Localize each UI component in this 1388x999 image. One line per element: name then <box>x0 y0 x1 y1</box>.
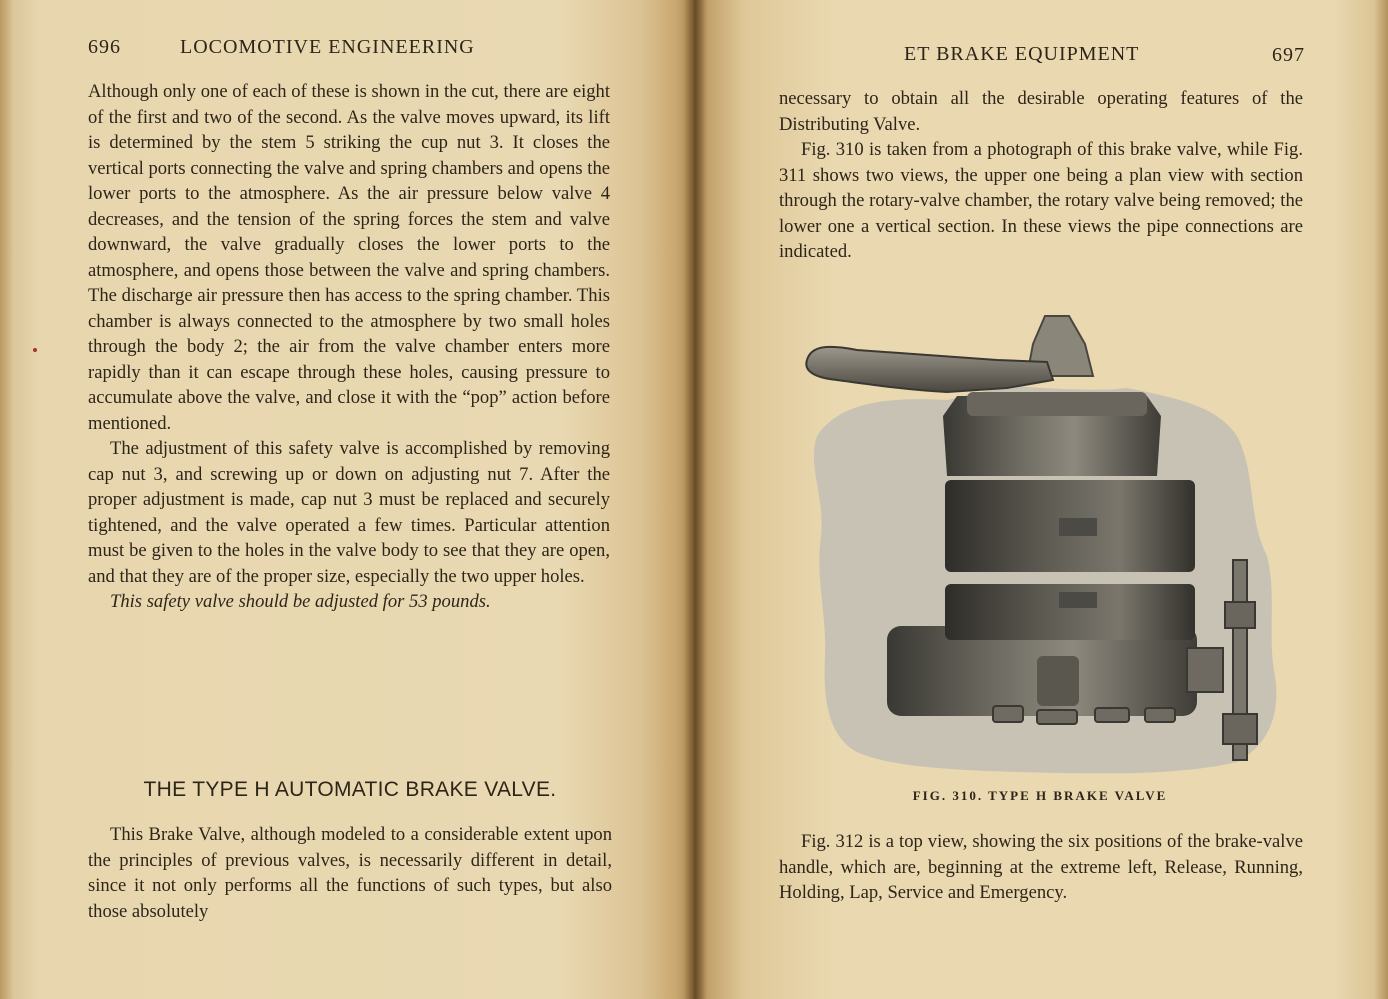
right-page-number: 697 <box>1272 44 1305 66</box>
section-paragraph: This Brake Valve, although modeled to a considerable extent upon the principles of previous valves, is necessarily different in detail, since it not only performs all the functions of such types, but also those absolutely <box>88 824 612 922</box>
right-running-head: ET BRAKE EQUIPMENT <box>904 43 1140 65</box>
left-paragraph-2: The adjustment of this safety valve is accomplished by removing cap nut 3, and screwing up or down on adjusting nut 7. After the proper adjustment is made, cap nut 3 must be replaced and securely tightened, and the valve operated a few times. Particular attention must be given to the holes in the valve body to see that they are open, and that they are of the proper size, especially the two upper holes. <box>88 438 610 587</box>
pipe-nut-bottom <box>1223 714 1257 744</box>
left-page-number: 696 <box>88 36 121 58</box>
base-port <box>1037 656 1079 706</box>
brake-valve-handle <box>806 347 1053 392</box>
figure-caption: FIG. 310. TYPE H BRAKE VALVE <box>912 788 1168 803</box>
pipe-tee <box>1187 648 1223 692</box>
right-paragraph-3: Fig. 312 is a top view, showing the six positions of the brake-valve handle, which are, beginning at the extreme left, Release, Running, Holding, Lap, Service and Emergency. <box>779 831 1303 903</box>
brake-valve-figure <box>797 296 1287 778</box>
valve-cap-rim <box>967 392 1147 416</box>
brake-valve-illustration <box>797 296 1287 778</box>
left-section-text <box>88 822 612 924</box>
lower-lug <box>1059 592 1097 608</box>
left-body-text <box>88 79 610 615</box>
section-heading: THE TYPE H AUTOMATIC BRAKE VALVE. <box>143 778 557 801</box>
right-body-text-bottom <box>779 829 1303 906</box>
left-paragraph-1: Although only one of each of these is shown in the cut, there are eight of the first and two of the second. As the valve moves upward, its lift is determined by the stem 5 striking the cup nut 3. It closes the vertical ports connecting the valve and spring chambers and opens the lower ports to the atmosphere. As the air pressure below valve 4 decreases, and the tension of the spring forces the stem and valve downward, the valve gradually closes the lower ports to the atmosphere, and opens those between the valve and spring chambers. The discharge air pressure then has access to the spring chamber. This chamber is always connected to the atmosphere by two small holes through the body 2; the air from the valve chamber enters more rapidly than it can escape through these holes, causing pressure to accumulate above the valve, and close it with the “pop” action before mentioned. <box>88 81 610 434</box>
upper-lug <box>1059 518 1097 536</box>
left-italic-note: This safety valve should be adjusted for 53 pounds. <box>110 591 491 612</box>
pipe-nut-top <box>1225 602 1255 628</box>
right-body-text-top <box>779 86 1303 265</box>
margin-mark <box>33 348 37 352</box>
right-paragraph-1: necessary to obtain all the desirable operating features of the Distributing Valve. <box>779 88 1303 135</box>
right-paragraph-2: Fig. 310 is taken from a photograph of this brake valve, while Fig. 311 shows two views, the upper one being a plan view with section through the rotary-valve chamber, the rotary valve being removed; the lower one a vertical section. In these views the pipe connections are indicated. <box>779 139 1303 262</box>
book-gutter <box>684 0 706 999</box>
left-running-head: LOCOMOTIVE ENGINEERING <box>180 36 475 58</box>
